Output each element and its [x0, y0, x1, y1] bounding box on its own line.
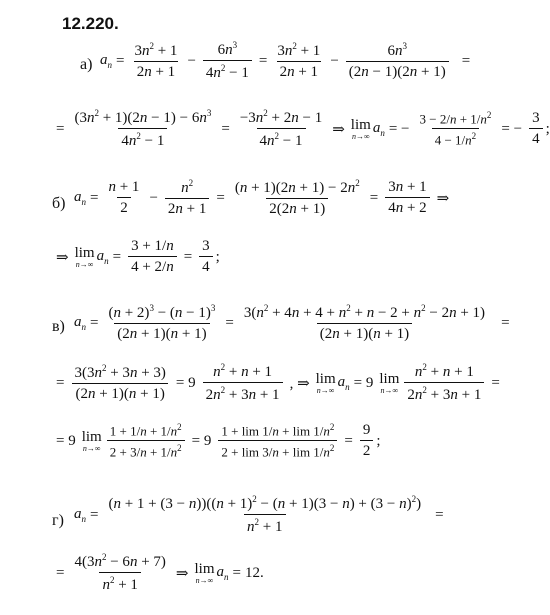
- part-v-label: в): [52, 318, 65, 335]
- part-g-line-2: = $\frac{4(3n^2 - 6n + 7)}{n^2 + 1}$ ⇒ lim n→∞ $a_n$ = 12 .: [56, 552, 264, 593]
- part-a-line-1: $a_n$ = $\frac{3n^2 + 1}{2n + 1}$ − $\frac{6n^3}{4n^2 - 1}$ = $\frac{3n^2 + 1}{2n + 1}$ − $\frac{6n^3}{(2n - 1)(2n + 1)}$ =: [100, 40, 471, 81]
- part-a-line-2: = $\frac{(3n^2 + 1)(2n - 1) - 6n^3}{4n^2 - 1}$ = $\frac{-3n^2 + 2n - 1}{4n^2 - 1}$ ⇒ lim n→∞ $a_n$ = − $\frac{3 - 2/n + 1/n^2}{4 - 1/n^2}$ = − $\frac{3}{4}$ ;: [56, 108, 550, 149]
- part-b-line-1: $a_n$ = $\frac{n + 1}{2}$ − $\frac{n^2}{2n + 1}$ = $\frac{(n + 1)(2n + 1) - 2n^2}{2(2n + 1)}$ = $\frac{3n + 1}{4n + 2}$ ⇒: [74, 178, 450, 217]
- problem-number: 12.220.: [62, 14, 119, 33]
- part-b-line-2: ⇒ lim n→∞ $a_n$ = $\frac{3 + 1/n}{4 + 2/n}$ = $\frac{3}{4}$ ;: [56, 238, 220, 275]
- part-v-line-3: = 9 lim n→∞ $\frac{1 + 1/n + 1/n^2}{2 + 3/n + 1/n^2}$ = 9 $\frac{1 + \lim 1/n + \lim 1/n^2}{2 + \lim 3/n + \lim 1/n^2}$ = $\frac{9}{2}$ ;: [56, 422, 381, 460]
- part-g-label: г): [52, 512, 64, 529]
- part-g-result: 12: [244, 564, 260, 581]
- part-v-line-2: = $\frac{3(3n^2 + 3n + 3)}{(2n + 1)(n + 1)}$ = 9 $\frac{n^2 + n + 1}{2n^2 + 3n + 1}$ , ⇒ lim n→∞ $a_n$ = 9 lim n→∞ $\frac{n^2 + n + 1}{2n^2 + 3n + 1}$ =: [56, 362, 500, 403]
- part-g-line-1: $a_n$ = $\frac{(n + 1 + (3 - n))((n + 1)^2 - (n + 1)(3 - n) + (3 - n)^2)}{n^2 + 1}$ =: [74, 494, 444, 535]
- part-b-label: б): [52, 195, 66, 212]
- part-v-line-1: $a_n$ = $\frac{(n + 2)^3 - (n - 1)^3}{(2n + 1)(n + 1)}$ = $\frac{3(n^2 + 4n + 4 + n^2 + n - 2 + n^2 - 2n + 1)}{(2n + 1)(n + 1)}$ =: [74, 303, 510, 342]
- part-a-label: а): [80, 56, 93, 73]
